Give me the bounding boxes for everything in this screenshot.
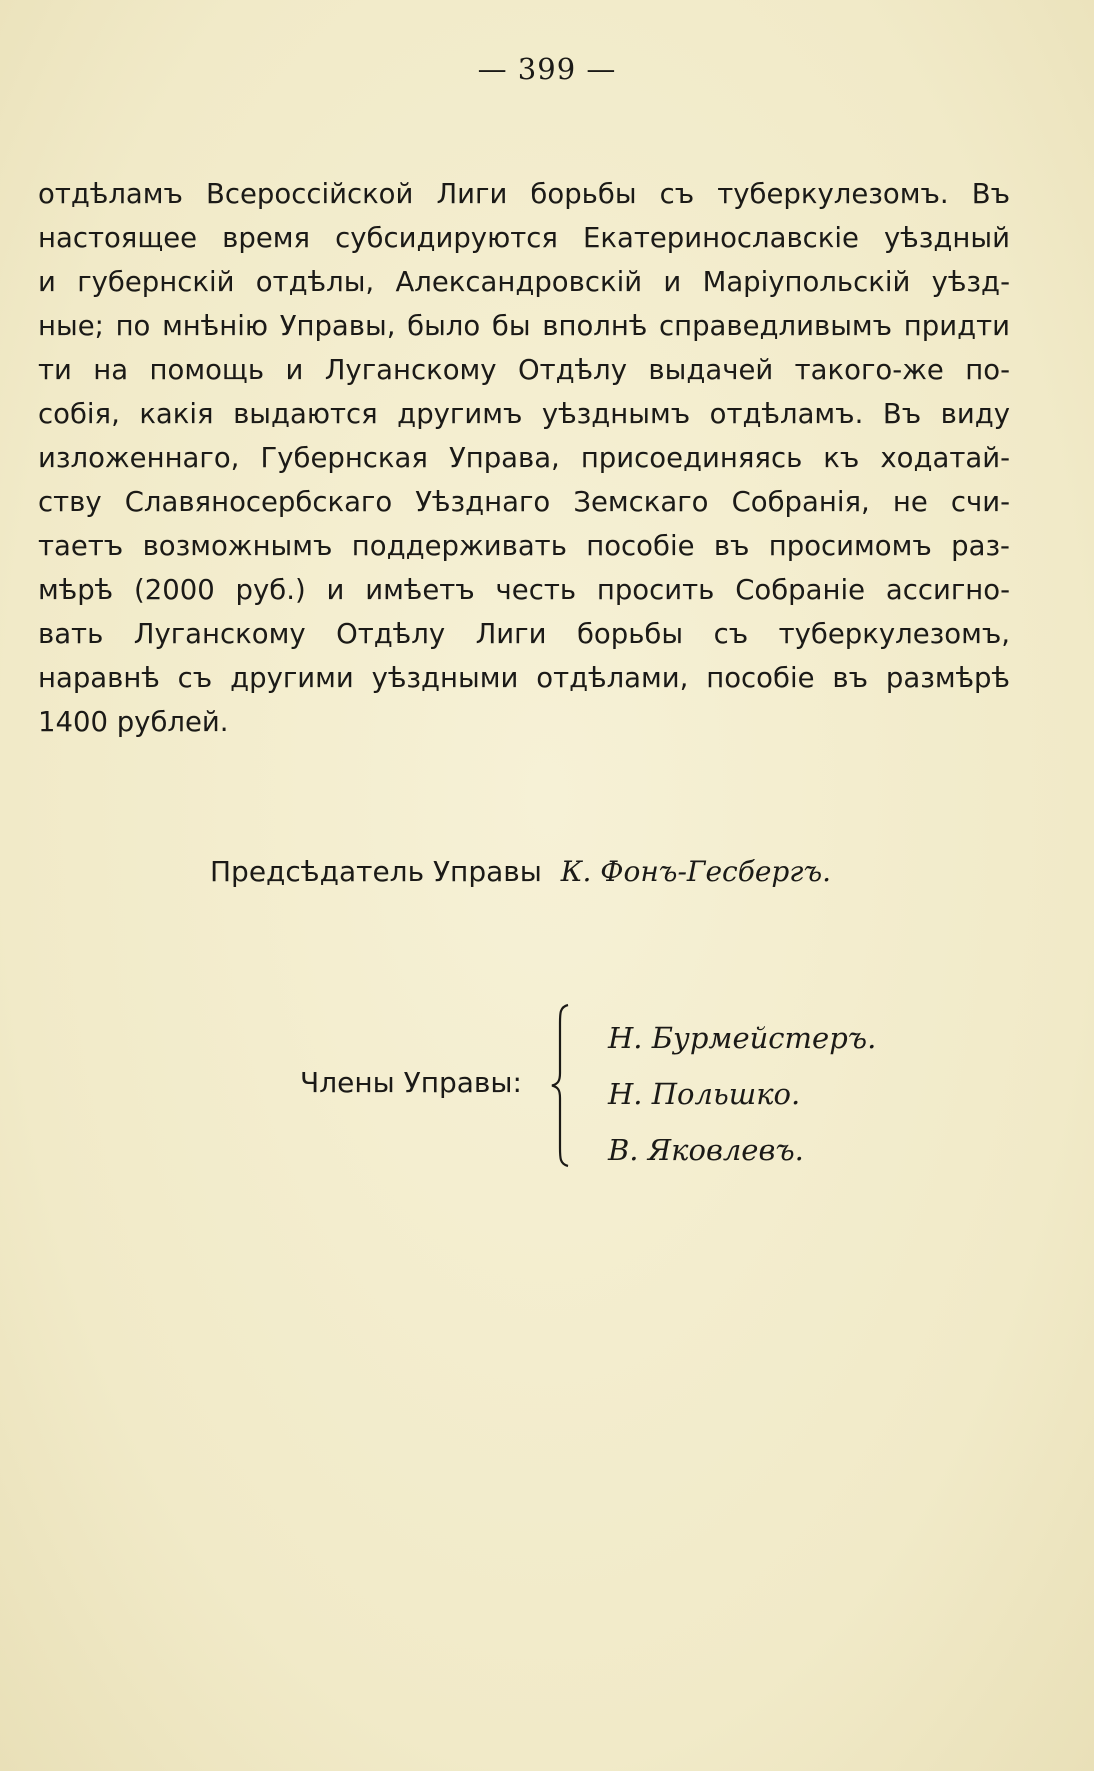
paragraph-line: 1400 рублей. — [38, 706, 229, 738]
page-number: — 399 — — [477, 52, 617, 86]
member-name: Н. Польшко. — [608, 1077, 801, 1111]
paragraph-line: мѣрѣ (2000 руб.) и имѣетъ честь просить Собраніе ассигно- — [38, 574, 1010, 606]
body-paragraph — [38, 172, 1010, 744]
member-name: В. Яковлевъ. — [608, 1133, 804, 1167]
chairman-signature-line — [210, 855, 831, 888]
paragraph-line: и губернскій отдѣлы, Александровскій и Маріупольскій уѣзд- — [38, 266, 1010, 298]
paragraph-line: ные; по мнѣнію Управы, было бы вполнѣ справедливымъ придти — [38, 310, 1010, 342]
paragraph-line: собія, какія выдаются другимъ уѣзднымъ отдѣламъ. Въ виду — [38, 398, 1010, 430]
chairman-signature: К. Фонъ-Гесбергъ. — [560, 855, 832, 888]
paragraph-line: ти на помощь и Луганскому Отдѣлу выдачей такого-же по- — [38, 354, 1010, 386]
members-label: Члены Управы: — [300, 1066, 522, 1099]
members-list — [608, 1010, 876, 1178]
paragraph-line: отдѣламъ Всероссійской Лиги борьбы съ туберкулезомъ. Въ — [38, 178, 1010, 210]
paragraph-line: наравнѣ съ другими уѣздными отдѣлами, пособіе въ размѣрѣ — [38, 662, 1010, 694]
paragraph-line: изложеннаго, Губернская Управа, присоединяясь къ ходатай- — [38, 442, 1010, 474]
member-name: Н. Бурмейстеръ. — [608, 1021, 877, 1055]
paragraph-line: настоящее время субсидируются Екатеринославскіе уѣздный — [38, 222, 1010, 254]
paragraph-line: ству Славяносербскаго Уѣзднаго Земскаго Собранія, не счи- — [38, 486, 1010, 518]
chairman-title: Предсѣдатель Управы — [210, 855, 542, 888]
paragraph-line: вать Луганскому Отдѣлу Лиги борьбы съ туберкулезомъ, — [38, 618, 1010, 650]
curly-brace — [550, 1003, 574, 1168]
paragraph-line: таетъ возможнымъ поддерживать пособіе въ просимомъ раз- — [38, 530, 1010, 562]
